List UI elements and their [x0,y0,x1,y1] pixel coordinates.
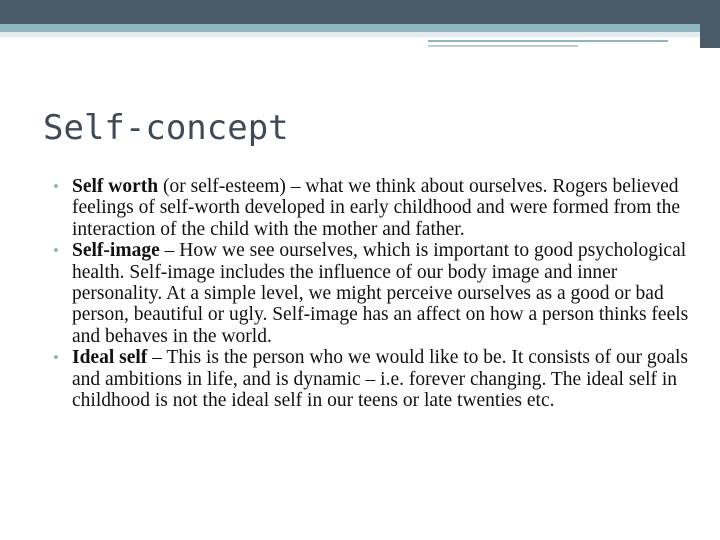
bullet-icon: • [53,177,59,196]
header-bar-accent [0,24,720,32]
bullet-list [53,176,693,411]
bullet-icon: • [53,241,59,261]
bullet-term: Ideal self [72,347,148,369]
bullet-item-self-image [53,240,693,347]
bullet-item-ideal-self [53,347,693,411]
decorative-rule-upper [428,40,668,42]
header-bar-dark [0,0,720,24]
bullet-term: Self worth [72,176,159,197]
bullet-term: Self-image [72,240,160,262]
decorative-rule-lower [428,45,578,47]
header-corner-block [700,0,720,48]
header-bar-light [0,32,720,37]
bullet-icon: • [53,348,59,368]
bullet-text: – How we see ourselves, which is important to good psychological health. Self-image includes the influence of our body image and inner personality. At a simple level, we might perceive ourselves as a good or bad person, beautiful or ugly. Self-image has an affect on how a person thinks feels and behaves in the world. [72,240,689,347]
bullet-item-self-worth [53,176,693,240]
slide-title: Self-concept [43,108,289,148]
bullet-text: (or self-esteem) – what we think about ourselves. Rogers believed feelings of self-worth developed in early childhood and were formed from the interaction of the child with the mother and father. [72,176,681,240]
bullet-text: – This is the person who we would like to be. It consists of our goals and ambitions in life, and is dynamic – i.e. forever changing. The ideal self in childhood is not the ideal self in our teens or late twenties etc. [72,347,689,412]
